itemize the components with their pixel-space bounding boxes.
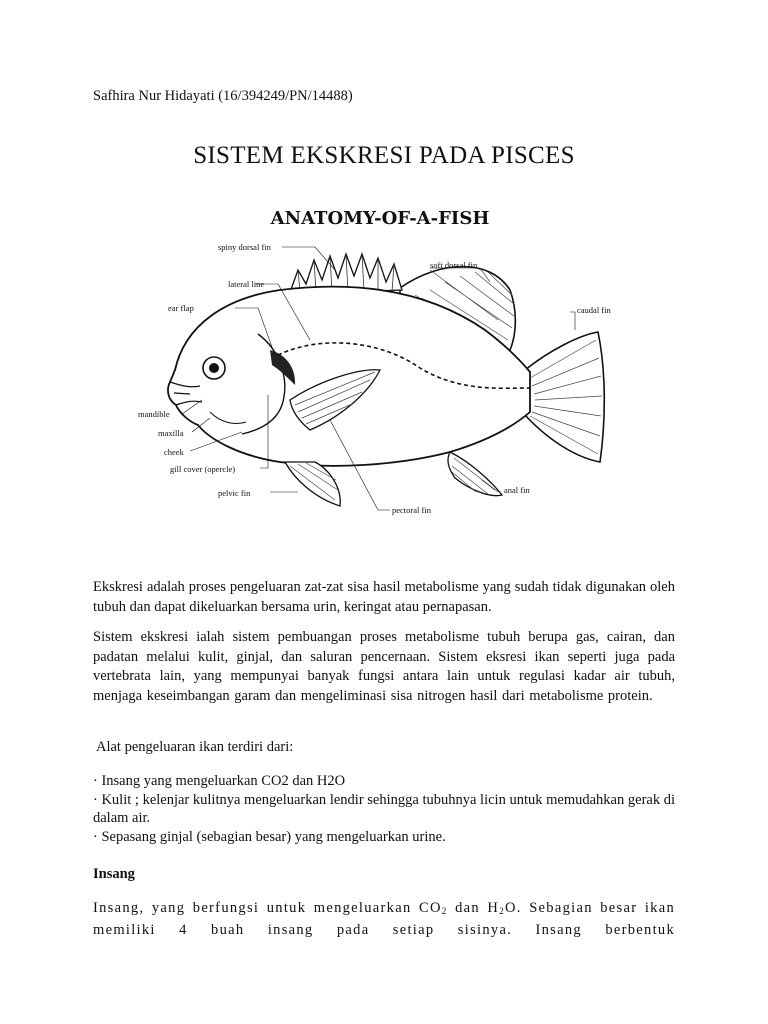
organ-list <box>93 772 675 846</box>
list-item: · Insang yang mengeluarkan CO2 dan H2O <box>93 773 346 789</box>
paragraph-definition: Ekskresi adalah proses pengeluaran zat-zat sisa hasil metabolisme yang sudah tidak digunakan oleh tubuh dan dapat dikeluarkan bersama urin, keringat atau pernapasan. <box>93 579 675 615</box>
paragraph-insang-line-2: memiliki 4 buah insang pada setiap sisinya. Insang berbentuk <box>93 922 675 938</box>
author-line: Safhira Nur Hidayati (16/394249/PN/14488) <box>93 88 353 104</box>
fish-anatomy-figure <box>130 200 640 530</box>
label-soft-dorsal-fin: soft dorsal fin <box>430 260 478 270</box>
label-anal-fin: anal fin <box>504 485 530 495</box>
list-item: · Kulit ; kelenjar kulitnya mengeluarkan lendir sehingga tubuhnya licin untuk memudahkan gerak di dalam air. <box>93 791 675 826</box>
label-spiny-dorsal-fin: spiny dorsal fin <box>218 242 271 252</box>
caudal-fin <box>525 332 604 462</box>
label-mandible: mandible <box>138 409 170 419</box>
label-cheek: cheek <box>164 447 184 457</box>
pelvic-fin <box>285 462 340 506</box>
paragraph-excretory-system: Sistem ekskresi ialah sistem pembuangan proses metabolisme tubuh berupa gas, cairan, dan padatan melalui kulit, ginjal, dan saluran pencernaan. Sistem eksresi ikan seperti juga pada vertebrata lain, yang mempunyai banyak fungsi antara lain untuk regulasi kadar air tubuh, menjaga keseimbangan garam dan mengeliminasi sisa nitrogen hasil dari metabolisme protein. <box>93 629 675 704</box>
list-item: · Sepasang ginjal (sebagian besar) yang mengeluarkan urine. <box>93 828 446 845</box>
label-lateral-line: lateral line <box>228 279 265 289</box>
paragraph-insang-line-1: Insang, yang berfungsi untuk mengeluarkan $CO_2$ dan $H_2O$. Sebagian besar ikan <box>93 900 676 916</box>
document-title: SISTEM EKSKRESI PADA PISCES <box>193 142 575 169</box>
label-pectoral-fin: pectoral fin <box>392 505 431 515</box>
label-ear-flap: ear flap <box>168 303 194 313</box>
section-heading: Insang <box>93 866 135 882</box>
label-gill-cover: gill cover (opercle) <box>170 464 236 474</box>
label-caudal-fin: caudal fin <box>577 305 611 315</box>
label-maxilla: maxilla <box>158 428 184 438</box>
paragraph-insang <box>93 899 675 940</box>
figure-title: ANATOMY-OF-A-FISH <box>270 208 490 229</box>
paragraph-organs-intro: Alat pengeluaran ikan terdiri dari: <box>96 739 294 755</box>
label-pelvic-fin: pelvic fin <box>218 488 251 498</box>
